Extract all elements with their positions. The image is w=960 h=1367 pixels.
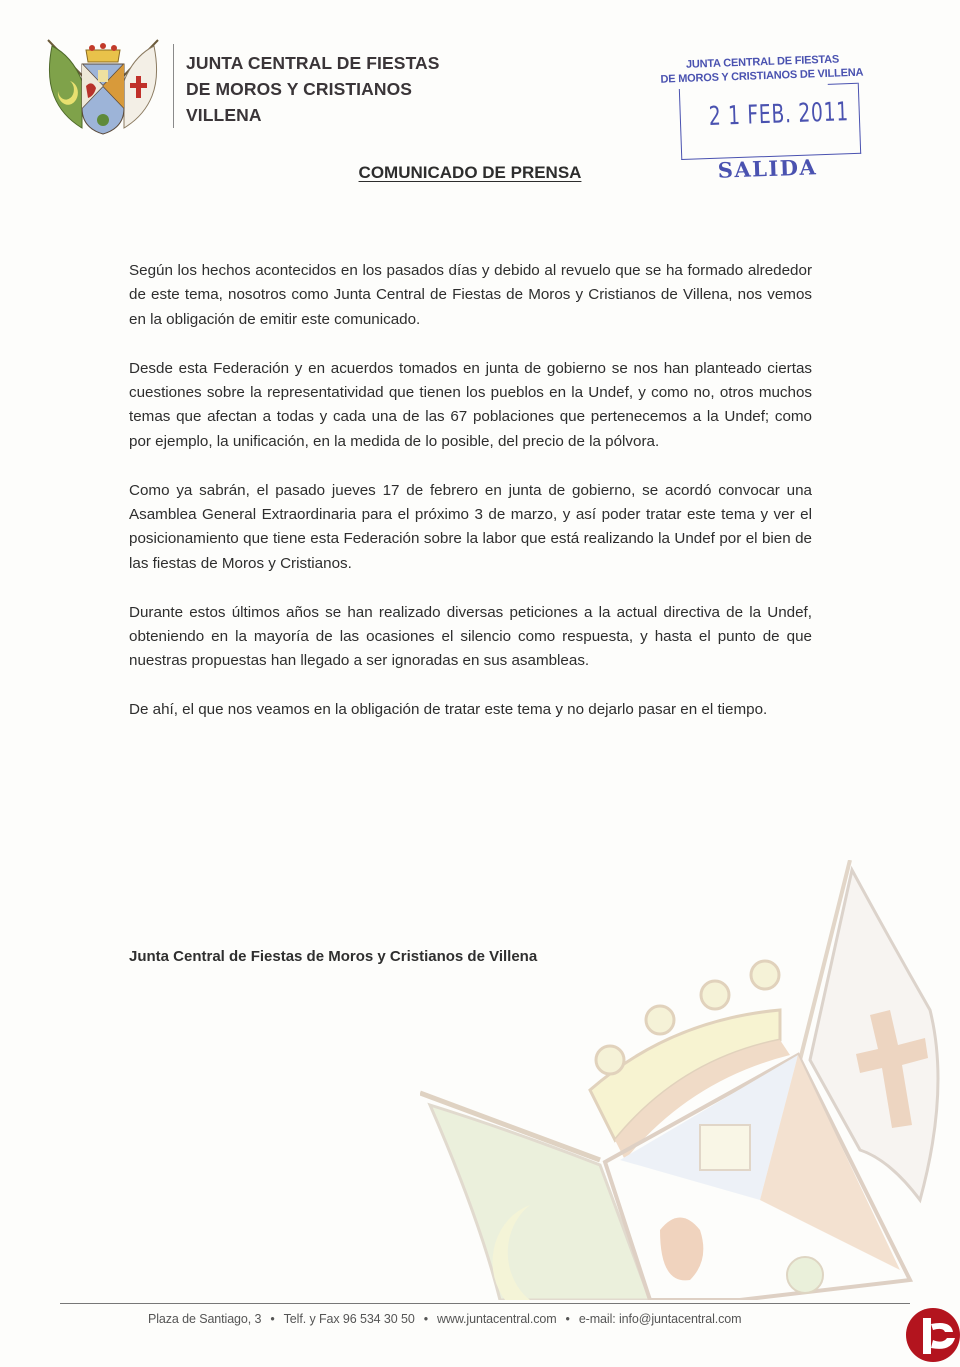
coat-of-arms-icon: [42, 36, 164, 136]
body-paragraph: Como ya sabrán, el pasado jueves 17 de febrero en junta de gobierno, se acordó convocar una Asamblea General Extraordinaria para el próximo 3 de marzo, y así poder tratar este tema y ver el posicionamiento que tiene esta Federación sobre la labor que está realizando la Undef por el bien de las fiestas de Moros y Cristianos.: [129, 481, 812, 572]
header-divider: [173, 44, 174, 128]
footer-phone: Telf. y Fax 96 534 30 50: [283, 1312, 415, 1326]
stamp-org-line-2: DE MOROS Y CRISTIANOS DE VILLENA: [660, 66, 864, 86]
body-paragraph: Desde esta Federación y en acuerdos tomados en junta de gobierno se nos han planteado ciertas cuestiones sobre la representatividad que tienen los pueblos en la Undef, y como no, otros muchos temas que afectan a todas y cada una de las 67 poblaciones que pertenecemos a la Undef; como por ejemplo, la unificación, en la medida de lo posible, del precio de la pólvora.: [129, 359, 812, 450]
footer-website-link[interactable]: www.juntacentral.com: [436, 1312, 557, 1326]
body-paragraph: De ahí, el que nos veamos en la obligación de tratar este tema y no dejarlo pasar en el tiempo.: [129, 701, 768, 719]
body-paragraph: Durante estos últimos años se han realizado diversas peticiones a la actual directiva de la Undef, obteniendo en la mayoría de las ocasiones el silencio como respuesta, y hasta el punto de que nuestras propuestas han llegado a ser ignoradas en sus asambleas.: [129, 603, 812, 670]
document-title: COMUNICADO DE PRENSA: [358, 163, 582, 182]
org-name-line-2: DE MOROS Y CRISTIANOS: [186, 79, 413, 99]
org-name-line-1: JUNTA CENTRAL DE FIESTAS: [186, 53, 440, 73]
org-name-line-3: VILLENA: [186, 105, 262, 125]
document-body: [129, 259, 812, 747]
footer-separator: •: [270, 1312, 275, 1326]
footer-address: Plaza de Santiago, 3: [148, 1312, 262, 1326]
footer-separator: •: [423, 1312, 428, 1326]
publisher-logo-icon: [901, 1304, 960, 1362]
footer-divider: [60, 1303, 910, 1304]
body-paragraph: Según los hechos acontecidos en los pasados días y debido al revuelo que se ha formado alrededor de este tema, nosotros como Junta Central de Fiestas de Moros y Cristianos de Villena, nos vemos en la obligación de emitir este comunicado.: [129, 262, 812, 328]
stamp-date: 2 1 FEB. 2011: [708, 97, 850, 133]
footer-separator: •: [565, 1312, 570, 1326]
stamp-date-box: [679, 83, 861, 160]
stamp-org-line-1: JUNTA CENTRAL DE FIESTAS: [685, 53, 840, 71]
signature: Junta Central de Fiestas de Moros y Cristianos de Villena: [129, 948, 538, 965]
organization-name: [186, 50, 440, 128]
footer-contact: [148, 1312, 741, 1326]
stamp-type: SALIDA: [717, 154, 818, 183]
footer-email-link[interactable]: e-mail: info@juntacentral.com: [578, 1312, 742, 1326]
watermark-coat-of-arms-icon: [420, 860, 960, 1300]
